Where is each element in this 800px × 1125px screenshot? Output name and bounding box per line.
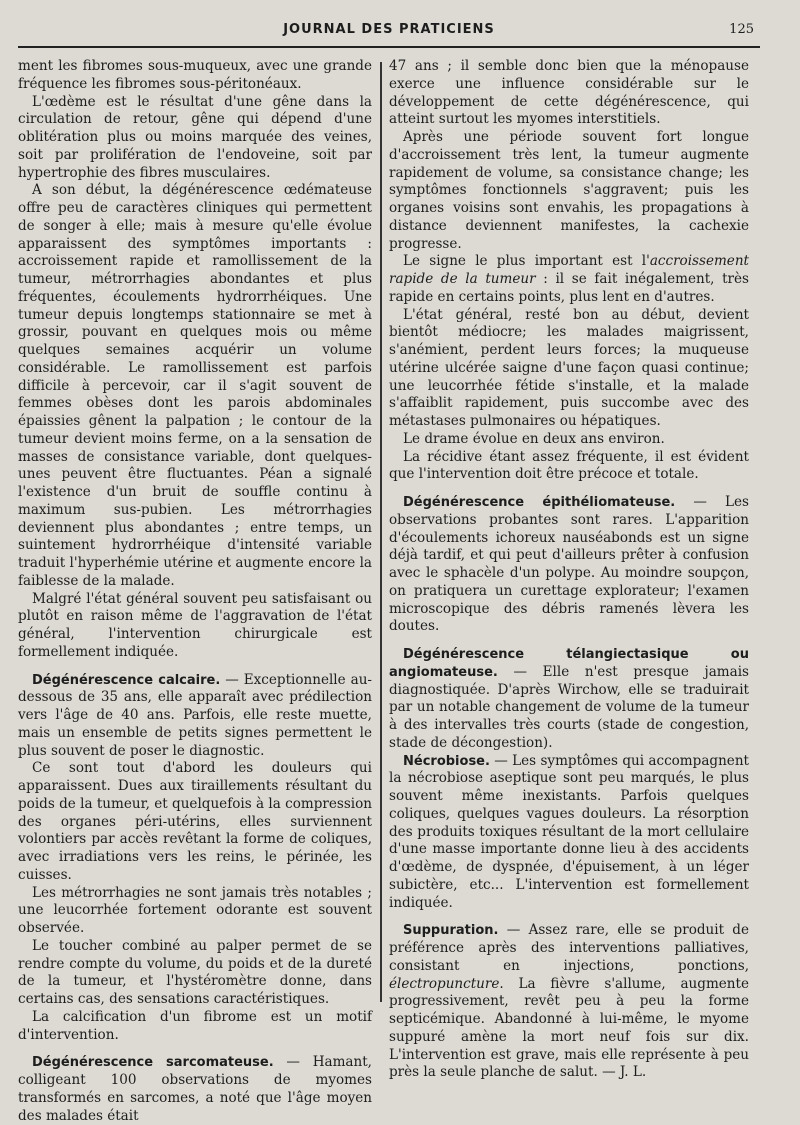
- paragraph: Les métrorrhagies ne sont jamais très notables ; une leucorrhée fortement odorante est souvent observée.: [18, 884, 372, 936]
- section-necrobiose: [389, 753, 749, 913]
- section-heading: Suppuration.: [403, 923, 499, 939]
- section-epitheliomateuse: [389, 494, 749, 636]
- running-title: JOURNAL DES PRATICIENS: [283, 22, 495, 37]
- paragraph: 47 ans ; il semble donc bien que la ménopause exerce une influence considérable sur le développement de cette dégénérescence, qui atteint surtout les myomes interstitiels.: [389, 58, 749, 128]
- emphasis: accroissement rapide de la tumeur: [389, 253, 749, 287]
- paragraph: Le toucher combiné au palper permet de se rendre compte du volume, du poids et de la dureté de la tumeur, et l'hystéromètre donne, dans certains cas, des sensations caractéristiques.: [18, 937, 372, 1007]
- section-text: — Elle n'est presque jamais diagnostiquée. D'après Wirchow, elle se traduirait par un notable changement de volume de la tumeur à des intervalles très courts (stade de congestion, stade de décongestion).: [389, 663, 749, 751]
- paragraph: La calcification d'un fibrome est un motif d'intervention.: [18, 1008, 372, 1043]
- section-text: — Assez rare, elle se produit de préférence après des interventions palliatives, consistant en injections, ponctions,: [389, 922, 749, 974]
- section-suppuration: [389, 922, 749, 1082]
- section-heading: Dégénérescence calcaire.: [32, 672, 221, 688]
- paragraph: [389, 253, 749, 306]
- left-column: [18, 58, 372, 1125]
- section-heading: Dégénérescence télangiectasique ou angiomateuse.: [389, 647, 749, 680]
- section-calcaire: [18, 672, 372, 761]
- section-heading: Dégénérescence épithéliomateuse.: [403, 495, 676, 510]
- paragraph: Ce sont tout d'abord les douleurs qui apparaissent. Dues aux tiraillements résultant du poids de la tumeur, et quelquefois à la compression des organes péri-utérins, elles surviennent volontiers par accès revêtant la forme de coliques, avec irradiations vers les reins, le périnée, les cuisses.: [18, 760, 372, 883]
- paragraph: L'œdème est le résultat d'une gêne dans la circulation de retour, gêne qui dépend d'une oblitération plus ou moins marquée des veines, soit par prolifération de l'endoveine, soit par hypertrophie des fibres musculaires.: [18, 93, 372, 181]
- text-run: : il se fait inégalement, très rapide en certains points, plus lent en d'autres.: [389, 271, 749, 305]
- section-telangiectasique: [389, 646, 749, 753]
- section-sarcomateuse: [18, 1054, 372, 1125]
- section-text: . La fièvre s'allume, augmente progressivement, revêt peu à peu la forme septicémique. Abandonné à lui-même, le myome suppuré amène la mort neuf fois sur dix. L'intervention est grave, mais elle représente à peu près la seule planche de salut. — J. L.: [389, 975, 749, 1081]
- section-text: — Exceptionnelle au-dessous de 35 ans, elle apparaît avec prédilection vers l'âge de 40 ans. Parfois, elle reste muette, mais un ensemble de petits signes permettent le plus souvent de poser le diagnostic.: [18, 671, 372, 759]
- section-heading: Dégénérescence sarcomateuse.: [32, 1055, 274, 1071]
- column-divider: [380, 62, 382, 1002]
- paragraph: Malgré l'état général souvent peu satisfaisant ou plutôt en raison même de l'aggravation de l'état général, l'intervention chirurgicale est formellement indiquée.: [18, 590, 372, 660]
- section-text: — Les symptômes qui accompagnent la nécrobiose aseptique sont peu marqués, le plus souvent même inexistants. Parfois quelques coliques, quelques vagues douleurs. La résorption des produits toxiques résultant de la mort cellulaire d'une masse importante donne lieu à des accidents d'œdème, de dyspnée, d'épuisement, à un léger subictère, etc... L'intervention est formellement indiquée.: [389, 752, 749, 911]
- paragraph: La récidive étant assez fréquente, il est évident que l'intervention doit être précoce et totale.: [389, 448, 749, 483]
- section-text: — Hamant, colligeant 100 observations de myomes transformés en sarcomes, a noté que l'âge moyen des malades était: [18, 1054, 372, 1124]
- paragraph: Le drame évolue en deux ans environ.: [403, 430, 665, 447]
- text-run: Le signe le plus important est l': [403, 253, 650, 270]
- page-number: 125: [729, 22, 754, 37]
- page-header: [18, 16, 760, 48]
- section-text: — Les observations probantes sont rares. L'apparition d'écoulements ichoreux nauséabonds est un signe déjà tardif, et qui peut d'ailleurs prêter à confusion avec le sphacèle d'un polype. Au moindre soupçon, on pratiquera un curettage explorateur; l'examen microscopique des débris ramenés lèvera les doutes.: [389, 494, 750, 635]
- paragraph: L'état général, resté bon au début, devient bientôt médiocre; les malades maigrissent, s'anémient, perdent leurs forces; la muqueuse utérine ulcérée saigne d'une façon quasi continue; une leucorrhée fétide s'installe, et la malade s'affaiblit rapidement, puis succombe avec des métastases pulmonaires ou hépatiques.: [389, 306, 749, 429]
- emphasis: électropuncture: [389, 975, 500, 992]
- paragraph: Après une période souvent fort longue d'accroissement très lent, la tumeur augmente rapidement de volume, sa consistance change; les symptômes fonctionnels s'aggravent; puis les organes voisins sont envahis, les propagations à distance deviennent manifestes, la cachexie progresse.: [389, 129, 749, 252]
- paragraph: ment les fibromes sous-muqueux, avec une grande fréquence les fibromes sous-péritonéaux.: [18, 58, 372, 92]
- section-heading: Nécrobiose.: [403, 753, 490, 769]
- right-column: [389, 58, 749, 1082]
- paragraph: A son début, la dégénérescence œdémateuse offre peu de caractères cliniques qui permettent de songer à elle; mais à mesure qu'elle évolue apparaissent des symptômes importants : accroissement rapide et ramollissement de la tumeur, métrorrhagies abondantes et plus fréquentes, écoulements hydrorrhéiques. Une tumeur depuis longtemps stationnaire se met à grossir, pouvant en quelques mois ou même quelques semaines acquérir un volume considérable. Le ramollissement est parfois difficile à percevoir, car il s'agit souvent de femmes obèses dont les parois abdominales épaissies gênent la palpation ; le contour de la tumeur devient moins ferme, on a la sensation de masses de consistance variable, dont quelques-unes peuvent être fluctuantes. Péan a signalé l'existence d'un bruit de souffle continu à maximum sus-pubien. Les métrorrhagies deviennent plus abondantes ; entre temps, un suintement hydrorrhéique d'intensité variable traduit l'hyperhémie utérine et augmente encore la faiblesse de la malade.: [18, 182, 372, 589]
